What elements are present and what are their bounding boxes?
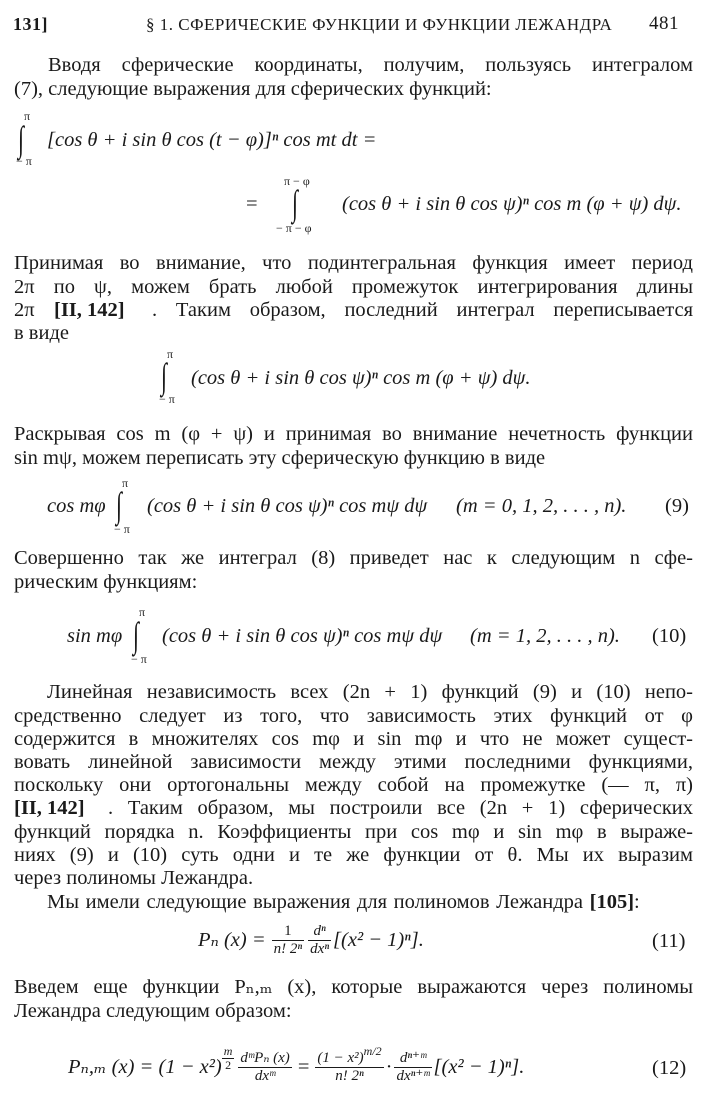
p2-line3-ref: [II, 142] xyxy=(54,299,125,321)
eq10-lower-limit: − π xyxy=(131,652,147,666)
p2-line1: Принимая во внимание, что подинтегральная функция имеет период xyxy=(14,252,693,274)
eq2-integral-sign: ∫ xyxy=(292,183,298,223)
p2-line4: в виде xyxy=(14,322,69,344)
p5-line2: средственно следует из того, что зависимость этих функций от φ xyxy=(14,705,693,727)
p5-line5: поскольку они ортогональны между собой на промежутке (— π, π) xyxy=(14,774,693,796)
p2-line3-c: . Таким образом, последний интеграл переписывается xyxy=(152,299,693,321)
eq12-frac3-den: dxⁿ⁺ᵐ xyxy=(396,1067,430,1084)
eq9-condition: (m = 0, 1, 2, . . . , n). xyxy=(456,495,627,517)
p5-line6-b: . Таким образом, мы построили все (2n + 1) сферических xyxy=(108,797,693,819)
p2-line3-a: 2π xyxy=(14,299,35,321)
eq12-rhs: [(x² − 1)ⁿ]. xyxy=(433,1056,525,1078)
eq11-rhs: [(x² − 1)ⁿ]. xyxy=(333,929,424,951)
eq9-number: (9) xyxy=(665,495,689,517)
header-page-number: 481 xyxy=(649,13,679,34)
eq11-frac1 xyxy=(272,923,304,958)
p4-line1: Совершенно так же интеграл (8) приведет нас к следующим n сфе- xyxy=(14,547,693,569)
eq9-lower-limit: − π xyxy=(114,522,130,536)
eq3-integral-sign: ∫ xyxy=(161,356,167,396)
p5-line3: содержится в множителях cos mφ и sin mφ и что не может сущест- xyxy=(14,728,693,750)
eq3-body: (cos θ + i sin θ cos ψ)ⁿ cos m (φ + ψ) dψ. xyxy=(191,367,531,389)
p1-line2: (7), следующие выражения для сферических функций: xyxy=(14,78,492,100)
eq12-frac3-num: dⁿ⁺ᵐ xyxy=(394,1050,431,1068)
eq11-frac2 xyxy=(308,923,331,958)
eq12-frac3 xyxy=(394,1050,431,1085)
p6-line1 xyxy=(47,890,693,914)
eq12-frac2 xyxy=(315,1043,383,1085)
eq12-frac2-num xyxy=(315,1043,383,1068)
header-title: § 1. СФЕРИЧЕСКИЕ ФУНКЦИИ И ФУНКЦИИ ЛЕЖАНДРА xyxy=(146,15,613,34)
eq1-upper-limit: π xyxy=(24,109,31,123)
p6-colon: : xyxy=(634,891,640,913)
eq2-equals: = xyxy=(246,193,258,215)
eq12-number: (12) xyxy=(652,1057,687,1079)
eq1-lower-limit: − π xyxy=(16,154,32,168)
p7-line2: Лежандра следующим образом: xyxy=(14,1000,292,1022)
header-section-number: 131] xyxy=(13,14,48,34)
eq12-frac2-num-base: (1 − x²) xyxy=(317,1049,364,1066)
p3-line2: sin mψ, можем переписать эту сферическую функцию в виде xyxy=(14,447,546,469)
eq11-frac1-num: 1 xyxy=(272,923,304,941)
eq3-upper-limit: π xyxy=(167,347,174,361)
eq9-prefix: cos mφ xyxy=(47,495,106,517)
eq10-body: (cos θ + i sin θ cos ψ)ⁿ cos mψ dψ xyxy=(162,625,443,647)
eq3-lower-limit: − π xyxy=(159,392,175,406)
p2-line2: 2π по ψ, можем брать любой промежуток интегрирования длины xyxy=(14,276,693,298)
eq9-upper-limit: π xyxy=(122,476,129,490)
eq11-frac2-den: dxⁿ xyxy=(310,940,330,957)
p5-line4: вовать линейной зависимости между этими последними функциями, xyxy=(14,751,693,773)
eq10-prefix: sin mφ xyxy=(67,625,123,647)
eq11-frac1-den: n! 2ⁿ xyxy=(273,940,303,957)
p5-line1: Линейная независимость всех (2n + 1) функций (9) и (10) непо- xyxy=(47,681,693,703)
p6-text: Мы имели следующие выражения для полиномов Лежандра xyxy=(47,891,590,913)
eq9-body: (cos θ + i sin θ cos ψ)ⁿ cos mψ dψ xyxy=(147,495,428,517)
eq12-exponent-den: 2 xyxy=(225,1057,232,1072)
eq12-lhs: Pₙ,ₘ (x) = (1 − x²) xyxy=(68,1056,222,1078)
p5-line7: функций порядка n. Коэффициенты при cos mφ и sin mφ в выраже- xyxy=(14,821,693,843)
eq12-frac1-num: dᵐPₙ (x) xyxy=(240,1049,290,1066)
eq11 xyxy=(198,918,424,962)
eq1-integral-sign: ∫ xyxy=(18,119,24,159)
p7-line1: Введем еще функции Pₙ,ₘ (x), которые выражаются через полиномы xyxy=(14,976,693,998)
eq12-equals: = xyxy=(297,1056,310,1078)
eq11-number: (11) xyxy=(652,930,686,952)
eq12-frac2-den: n! 2ⁿ xyxy=(335,1067,364,1084)
eq10-integral-sign: ∫ xyxy=(133,615,139,655)
p6-ref: [105] xyxy=(589,891,635,913)
p4-line2: рическим функциям: xyxy=(14,571,198,593)
eq12-frac2-num-exp: m/2 xyxy=(363,1043,382,1058)
p5-line8: ниях (9) и (10) суть одни и те же функции от θ. Мы их выразим xyxy=(14,844,693,866)
eq11-lhs: Pₙ (x) = xyxy=(198,929,266,951)
eq10-number: (10) xyxy=(652,625,687,647)
eq12-dot: · xyxy=(385,1056,393,1078)
p5-line9: через полиномы Лежандра. xyxy=(14,867,254,889)
eq12-frac1 xyxy=(238,1050,291,1085)
p3-line1: Раскрывая cos m (φ + ψ) и принимая во внимание нечетность функции xyxy=(14,423,693,445)
eq9-integral-sign: ∫ xyxy=(116,485,122,525)
eq2-lower-limit: − π − φ xyxy=(276,221,312,235)
eq2-body: (cos θ + i sin θ cos ψ)ⁿ cos m (φ + ψ) dψ. xyxy=(342,193,682,215)
eq12-exponent-num: m xyxy=(223,1043,233,1058)
eq11-frac2-num: dⁿ xyxy=(308,923,331,941)
eq10-upper-limit: π xyxy=(139,605,146,619)
eq12-exponent xyxy=(222,1045,235,1072)
eq12-frac1-den: dxᵐ xyxy=(254,1067,276,1084)
eq2-upper-limit: π − φ xyxy=(284,174,310,188)
eq10-condition: (m = 1, 2, . . . , n). xyxy=(470,625,620,647)
p5-line6-ref: [II, 142] xyxy=(14,797,85,819)
eq1-body: [cos θ + i sin θ cos (t − φ)]ⁿ cos mt dt = xyxy=(47,129,377,151)
eq12 xyxy=(68,1044,524,1090)
p1-line1: Вводя сферические координаты, получим, пользуясь интегралом xyxy=(48,54,693,76)
